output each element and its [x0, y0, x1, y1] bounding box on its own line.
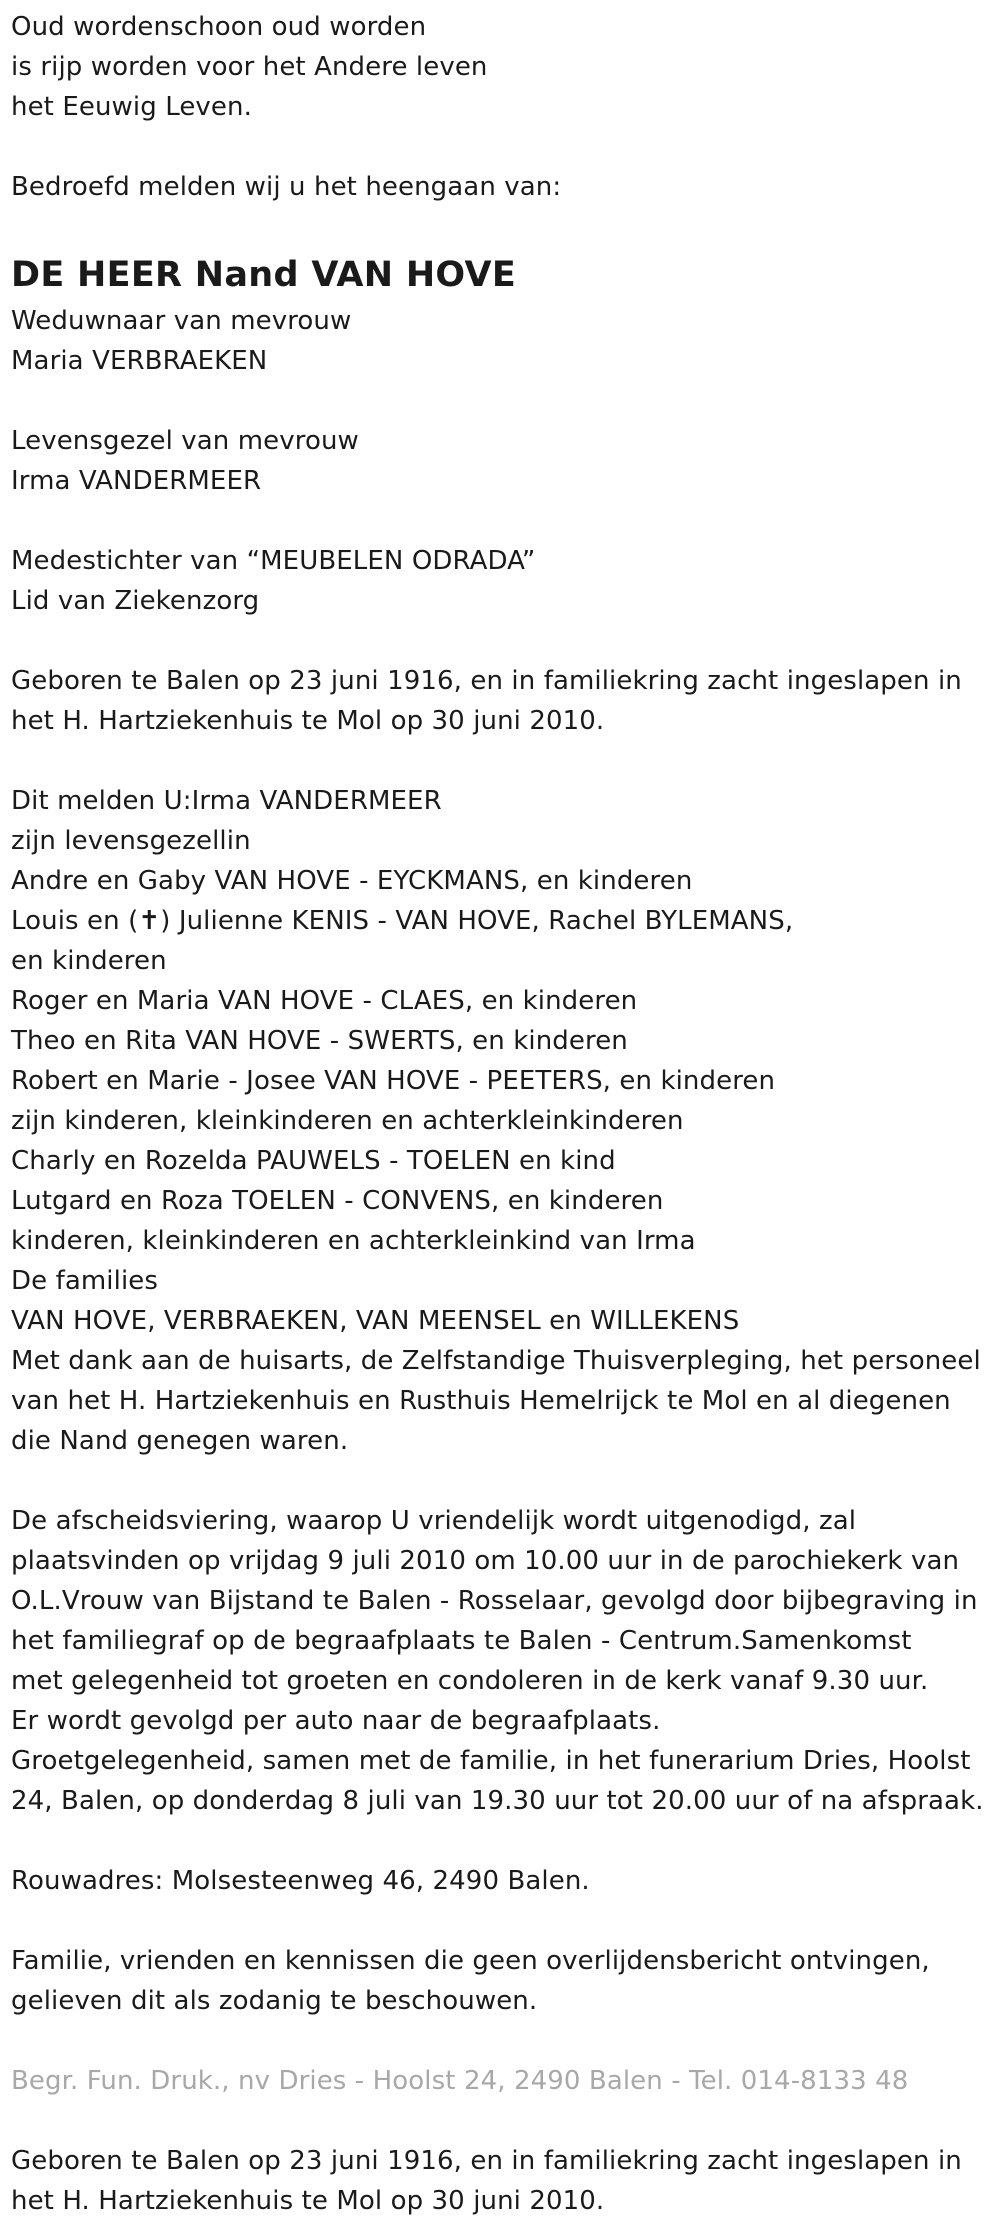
- spouse-block: [11, 301, 1000, 381]
- family-line: Louis en (✝) Julienne KENIS - VAN HOVE, Rachel BYLEMANS,: [11, 906, 794, 936]
- ceremony-line: het familiegraf op de begraafplaats te Balen - Centrum.Samenkomst: [11, 1626, 912, 1656]
- affiliation-block: [11, 541, 1000, 621]
- spacer: [11, 381, 1000, 421]
- spacer: [11, 621, 1000, 661]
- ceremony-line: plaatsvinden op vrijdag 9 juli 2010 om 10.00 uur in de parochiekerk van: [11, 1546, 960, 1576]
- partner-block: [11, 421, 1000, 501]
- spouse-line: Maria VERBRAEKEN: [11, 346, 268, 376]
- family-line: Robert en Marie - Josee VAN HOVE - PEETERS, en kinderen: [11, 1066, 776, 1096]
- spacer: [11, 2021, 1000, 2061]
- notice-line: gelieven dit als zodanig te beschouwen.: [11, 1986, 538, 2016]
- family-line: De families: [11, 1266, 159, 1296]
- ceremony-line: De afscheidsviering, waarop U vriendelijk wordt uitgenodigd, zal: [11, 1506, 857, 1536]
- spacer: [11, 741, 1000, 781]
- notice-line: Familie, vrienden en kennissen die geen overlijdensbericht ontvingen,: [11, 1946, 930, 1976]
- spacer: [11, 1821, 1000, 1861]
- partner-line: Levensgezel van mevrouw: [11, 426, 359, 456]
- family-line: Charly en Rozelda PAUWELS - TOELEN en kind: [11, 1146, 616, 1176]
- spacer: [11, 2101, 1000, 2141]
- ceremony-line: 24, Balen, op donderdag 8 juli van 19.30 uur tot 20.00 uur of na afspraak.: [11, 1786, 984, 1816]
- birth-death-repeat-line: het H. Hartziekenhuis te Mol op 30 juni 2010.: [11, 2186, 605, 2216]
- poem-line: Oud wordenschoon oud worden: [11, 12, 427, 42]
- ceremony-line: met gelegenheid tot groeten en condoleren in de kerk vanaf 9.30 uur.: [11, 1666, 929, 1696]
- poem-line: is rijp worden voor het Andere leven: [11, 52, 488, 82]
- family-line: van het H. Hartziekenhuis en Rusthuis Hemelrijck te Mol en al diegenen: [11, 1386, 951, 1416]
- ceremony-line: O.L.Vrouw van Bijstand te Balen - Rosselaar, gevolgd door bijbegraving in: [11, 1586, 978, 1616]
- birth-death-line: het H. Hartziekenhuis te Mol op 30 juni 2010.: [11, 706, 605, 736]
- birth-death-block: [11, 661, 1000, 741]
- family-line: VAN HOVE, VERBRAEKEN, VAN MEENSEL en WILLEKENS: [11, 1306, 740, 1336]
- affiliation-line: Medestichter van “MEUBELEN ODRADA”: [11, 546, 536, 576]
- ceremony-line: Groetgelegenheid, samen met de familie, in het funerarium Dries, Hoolst: [11, 1746, 971, 1776]
- family-line: Roger en Maria VAN HOVE - CLAES, en kinderen: [11, 986, 638, 1016]
- family-line: zijn kinderen, kleinkinderen en achterkleinkinderen: [11, 1106, 684, 1136]
- family-line: die Nand genegen waren.: [11, 1426, 349, 1456]
- family-block: [11, 781, 1000, 1461]
- deceased-name: DE HEER Nand VAN HOVE: [11, 255, 517, 295]
- poem-block: [11, 7, 1000, 127]
- ceremony-block: [11, 1501, 1000, 1821]
- family-line: Dit melden U:Irma VANDERMEER: [11, 786, 442, 816]
- notice-block: [11, 1941, 1000, 2021]
- spacer: [11, 207, 1000, 247]
- partner-line: Irma VANDERMEER: [11, 466, 262, 496]
- family-line: Lutgard en Roza TOELEN - CONVENS, en kinderen: [11, 1186, 664, 1216]
- ceremony-line: Er wordt gevolgd per auto naar de begraafplaats.: [11, 1706, 661, 1736]
- affiliation-line: Lid van Ziekenzorg: [11, 586, 260, 616]
- family-line: Andre en Gaby VAN HOVE - EYCKMANS, en kinderen: [11, 866, 693, 896]
- poem-line: het Eeuwig Leven.: [11, 92, 252, 122]
- address-line: Rouwadres: Molsesteenweg 46, 2490 Balen.: [11, 1866, 590, 1896]
- spacer: [11, 501, 1000, 541]
- spouse-line: Weduwnaar van mevrouw: [11, 306, 352, 336]
- intro-text: Bedroefd melden wij u het heengaan van:: [11, 172, 562, 202]
- birth-death-repeat-line: Geboren te Balen op 23 juni 1916, en in familiekring zacht ingeslapen in: [11, 2146, 962, 2176]
- family-line: kinderen, kleinkinderen en achterkleinkind van Irma: [11, 1226, 696, 1256]
- printer-credit: Begr. Fun. Druk., nv Dries - Hoolst 24, 2490 Balen - Tel. 014-8133 48: [11, 2066, 909, 2096]
- family-line: Met dank aan de huisarts, de Zelfstandige Thuisverpleging, het personeel: [11, 1346, 981, 1376]
- family-line: en kinderen: [11, 946, 167, 976]
- spacer: [11, 127, 1000, 167]
- birth-death-line: Geboren te Balen op 23 juni 1916, en in familiekring zacht ingeslapen in: [11, 666, 962, 696]
- family-line: zijn levensgezellin: [11, 826, 251, 856]
- spacer: [11, 1901, 1000, 1941]
- birth-death-repeat-block: [11, 2141, 1000, 2221]
- family-line: Theo en Rita VAN HOVE - SWERTS, en kinderen: [11, 1026, 628, 1056]
- spacer: [11, 1461, 1000, 1501]
